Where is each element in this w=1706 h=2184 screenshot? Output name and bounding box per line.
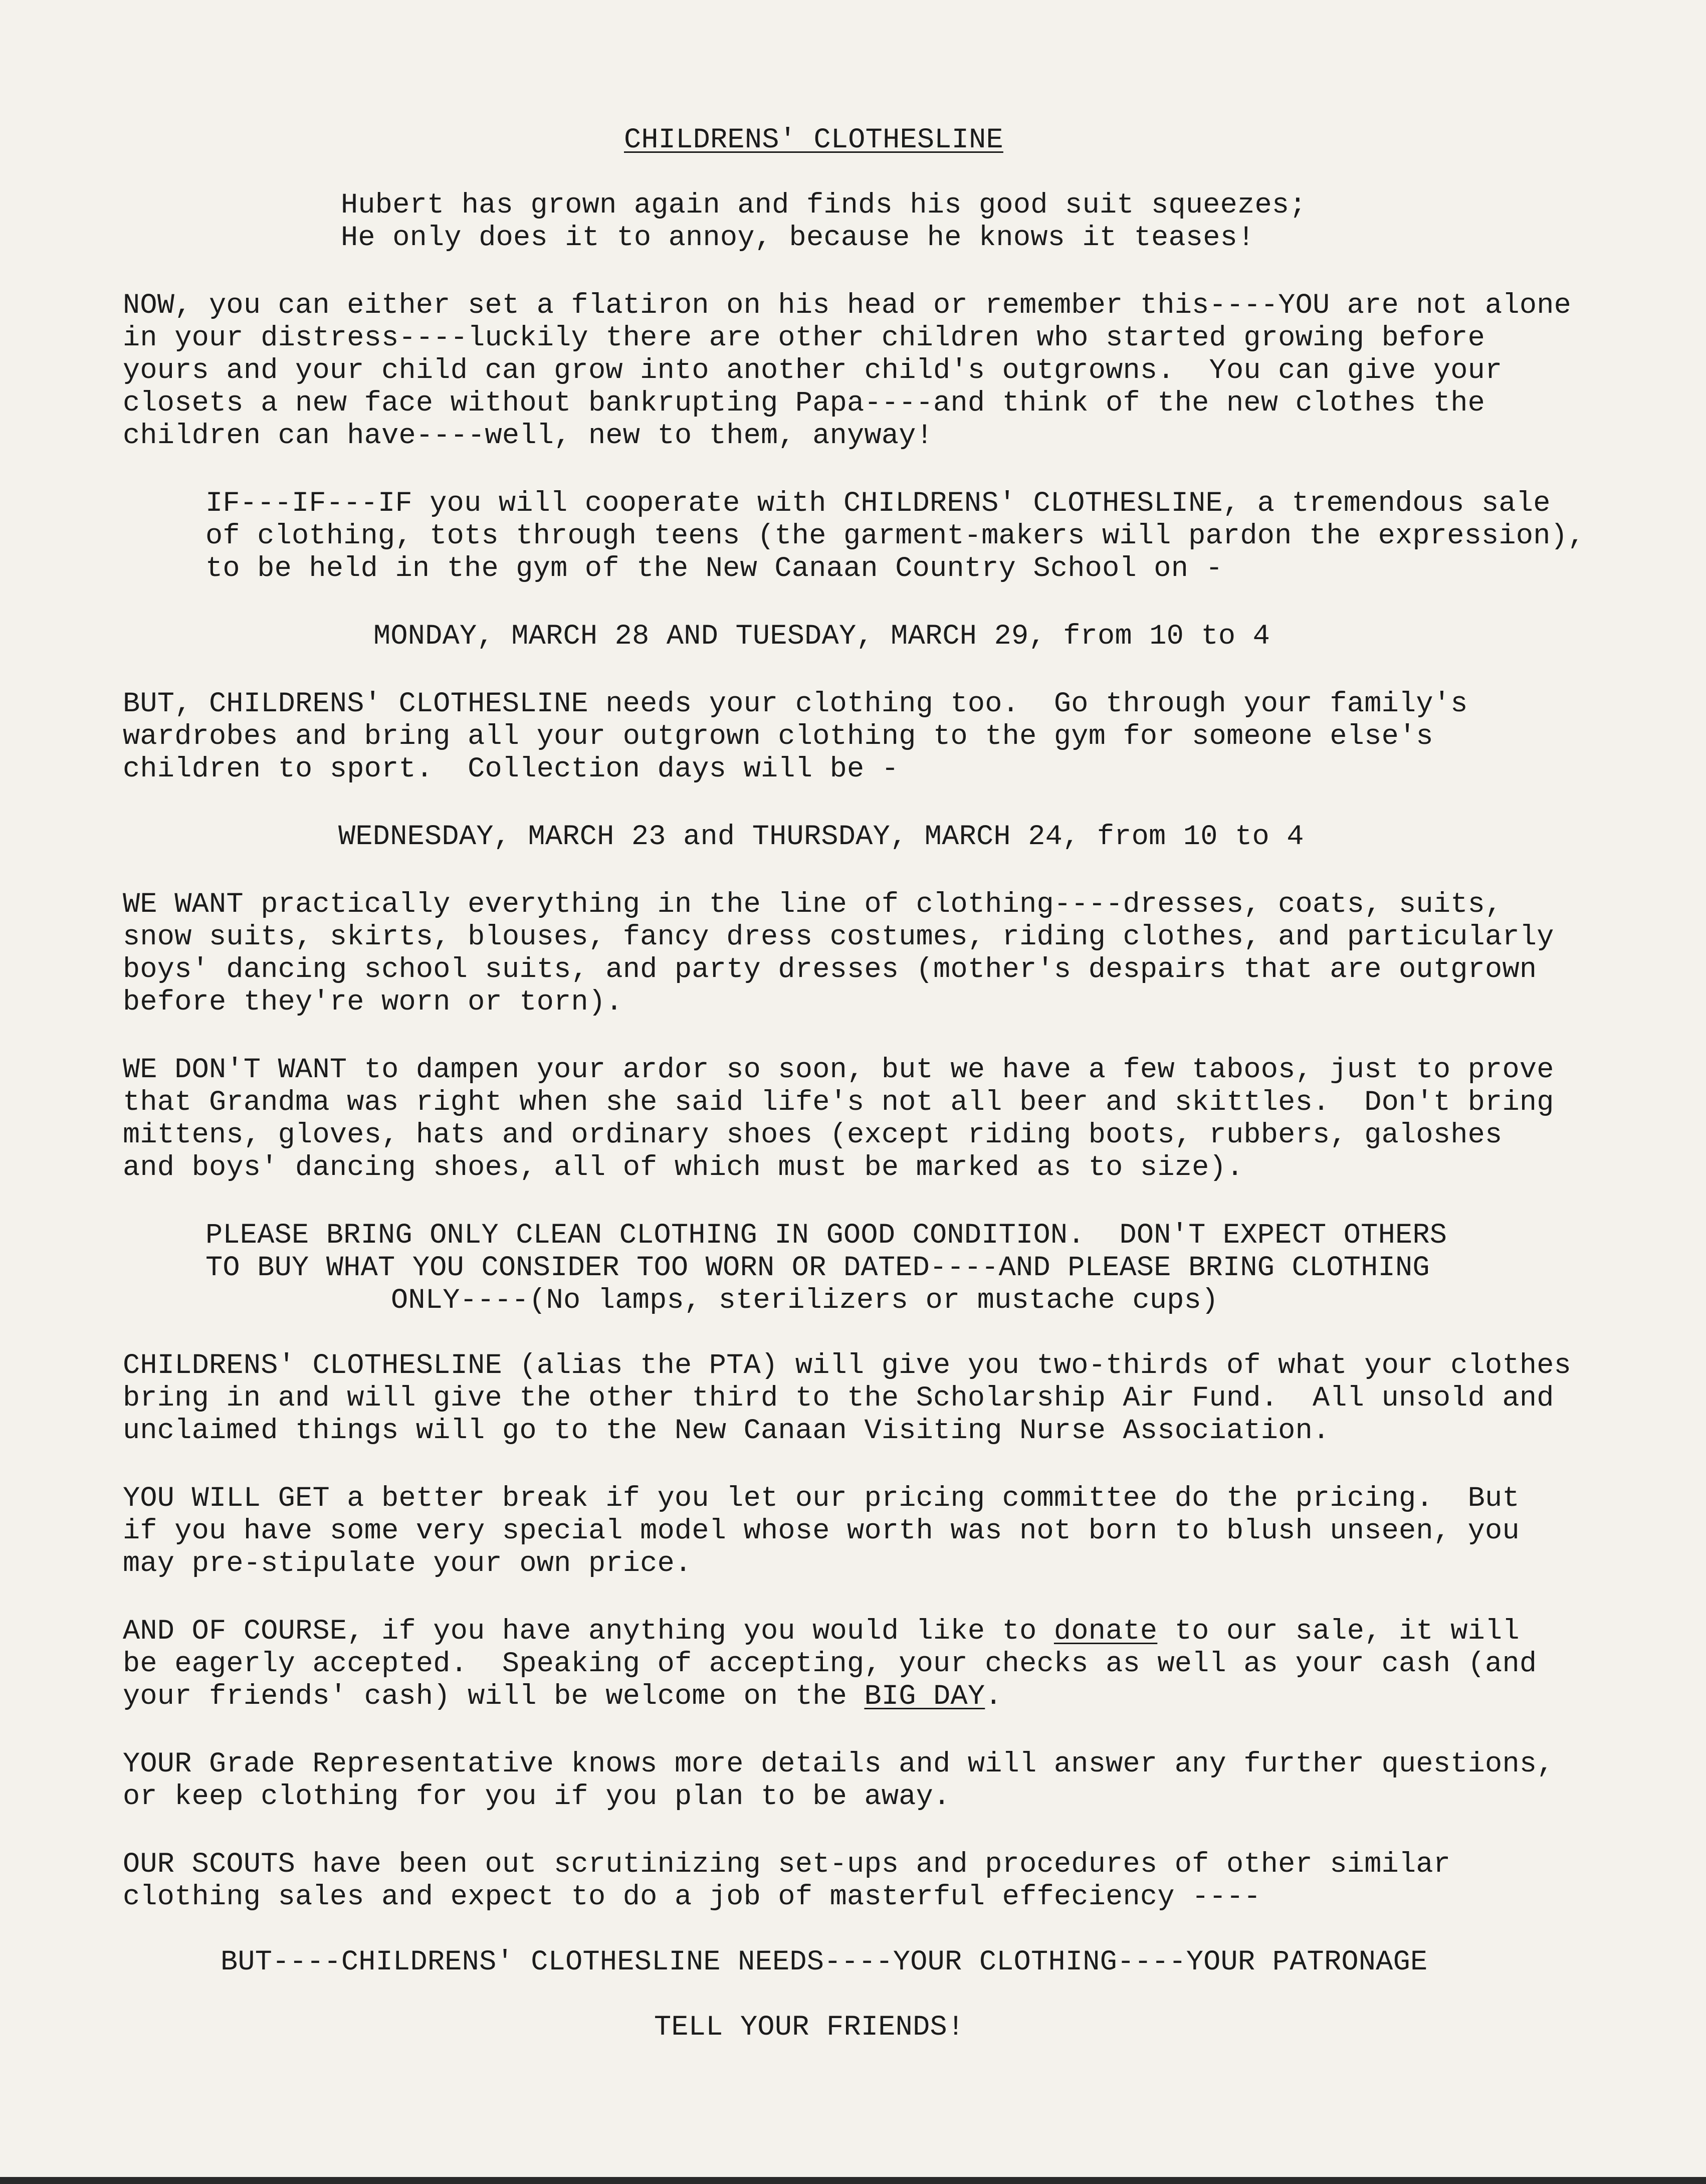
please-line: PLEASE BRING ONLY CLEAN CLOTHING IN GOOD CONDITION. DON'T EXPECT OTHERS <box>205 1220 1447 1252</box>
donate-text: AND OF COURSE, if you have anything you would like to <box>123 1616 1054 1648</box>
scouts-line: OUR SCOUTS have been out scrutinizing set-ups and procedures of other similar <box>123 1849 1451 1881</box>
pricing-line: YOU WILL GET a better break if you let our pricing committee do the pricing. But <box>123 1483 1520 1515</box>
intro-line: yours and your child can grow into another child's outgrowns. You can give your <box>123 355 1503 387</box>
pta-line: CHILDRENS' CLOTHESLINE (alias the PTA) will give you two-thirds of what your clothes <box>123 1350 1572 1382</box>
donate-text: . <box>985 1681 1002 1713</box>
pricing-line: if you have some very special model whose worth was not born to blush unseen, you <box>123 1515 1520 1547</box>
donate-text: to our sale, it will <box>1157 1616 1520 1648</box>
collection-line: BUT, CHILDRENS' CLOTHESLINE needs your clothing too. Go through your family's <box>123 688 1468 720</box>
want-line: before they're worn or torn). <box>123 986 623 1019</box>
intro-line: children can have----well, new to them, anyway! <box>123 420 934 452</box>
poem-line: Hubert has grown again and finds his good suit squeezes; <box>341 189 1307 222</box>
donate-line <box>123 1681 1002 1713</box>
pta-line: bring in and will give the other third to the Scholarship Air Fund. All unsold and <box>123 1382 1554 1415</box>
closing-line: BUT----CHILDRENS' CLOTHESLINE NEEDS----YOUR CLOTHING----YOUR PATRONAGE <box>221 1946 1428 1978</box>
grade-rep-line: or keep clothing for you if you plan to be away. <box>123 1781 951 1813</box>
document-title: CHILDRENS' CLOTHESLINE <box>624 124 1003 156</box>
pta-line: unclaimed things will go to the New Canaan Visiting Nurse Association. <box>123 1415 1330 1447</box>
collection-dates: WEDNESDAY, MARCH 23 and THURSDAY, MARCH 24, from 10 to 4 <box>338 821 1304 853</box>
dont-want-line: and boys' dancing shoes, all of which must be marked as to size). <box>123 1152 1244 1184</box>
pricing-line: may pre-stipulate your own price. <box>123 1548 692 1580</box>
sale-dates: MONDAY, MARCH 28 AND TUESDAY, MARCH 29, from 10 to 4 <box>373 621 1270 653</box>
page-bottom-edge <box>0 2177 1706 2184</box>
dont-want-line: that Grandma was right when she said life's not all beer and skittles. Don't bring <box>123 1087 1554 1119</box>
intro-line: in your distress----luckily there are other children who started growing before <box>123 322 1485 354</box>
poem-line: He only does it to annoy, because he knows it teases! <box>341 222 1255 254</box>
intro-line: NOW, you can either set a flatiron on his head or remember this----YOU are not alone <box>123 290 1572 322</box>
want-line: snow suits, skirts, blouses, fancy dress costumes, riding clothes, and particularly <box>123 921 1554 953</box>
please-line: ONLY----(No lamps, sterilizers or mustache cups) <box>391 1285 1219 1317</box>
want-line: WE WANT practically everything in the line of clothing----dresses, coats, suits, <box>123 889 1503 921</box>
want-line: boys' dancing school suits, and party dresses (mother's despairs that are outgrown <box>123 954 1537 986</box>
sale-line: to be held in the gym of the New Canaan Country School on - <box>205 553 1223 585</box>
tell-friends: TELL YOUR FRIENDS! <box>654 2012 965 2044</box>
sale-line: of clothing, tots through teens (the garment-makers will pardon the expression), <box>205 520 1585 552</box>
big-day-underlined: BIG DAY <box>864 1681 985 1713</box>
donate-text: your friends' cash) will be welcome on the <box>123 1681 865 1713</box>
grade-rep-line: YOUR Grade Representative knows more details and will answer any further questions, <box>123 1748 1554 1780</box>
dont-want-line: mittens, gloves, hats and ordinary shoes (except riding boots, rubbers, galoshes <box>123 1119 1503 1151</box>
dont-want-line: WE DON'T WANT to dampen your ardor so soon, but we have a few taboos, just to prove <box>123 1054 1554 1086</box>
donate-line: be eagerly accepted. Speaking of accepting, your checks as well as your cash (and <box>123 1648 1537 1680</box>
donate-line <box>123 1616 1520 1648</box>
intro-line: closets a new face without bankrupting Papa----and think of the new clothes the <box>123 387 1485 420</box>
scouts-line: clothing sales and expect to do a job of masterful effeciency ---- <box>123 1881 1261 1913</box>
donate-underlined-word: donate <box>1053 1616 1158 1648</box>
collection-line: children to sport. Collection days will be - <box>123 753 899 785</box>
collection-line: wardrobes and bring all your outgrown clothing to the gym for someone else's <box>123 721 1433 753</box>
sale-line: IF---IF---IF you will cooperate with CHILDRENS' CLOTHESLINE, a tremendous sale <box>205 488 1551 520</box>
please-line: TO BUY WHAT YOU CONSIDER TOO WORN OR DATED----AND PLEASE BRING CLOTHING <box>205 1252 1430 1284</box>
